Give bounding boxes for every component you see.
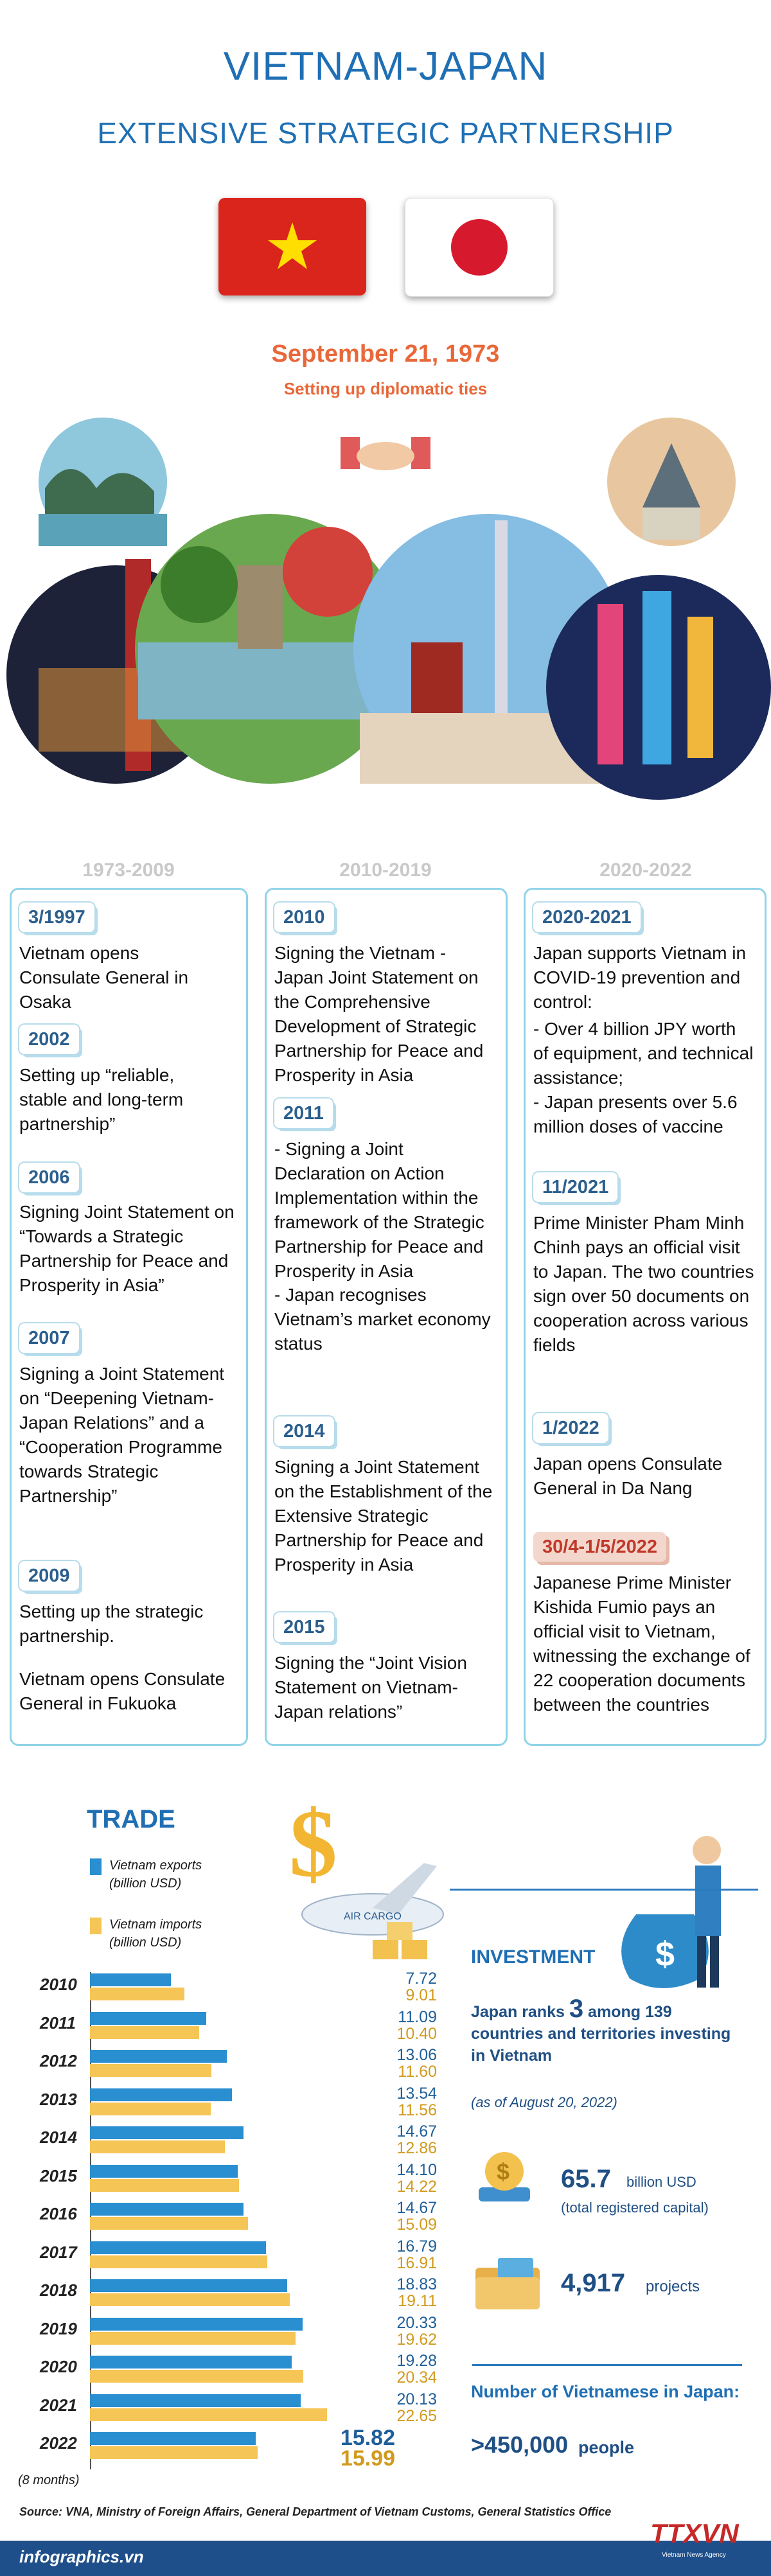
event-text: Japanese Prime Minister Kishida Fumio pays an official visit to Vietnam, witnessing the exchange of 22 cooperation documents between the countries	[533, 1573, 750, 1715]
vietnam-flag	[218, 198, 366, 296]
import-bar	[90, 2064, 211, 2077]
import-value-label: 16.91	[396, 2254, 437, 2272]
projects-value: 4,917	[561, 2269, 626, 2297]
legend-imports-unit: (billion USD)	[109, 1936, 182, 1950]
import-bar	[90, 2026, 199, 2039]
source-text: Source: VNA, Ministry of Foreign Affairs, General Department of Vietnam Customs, General Statistics Office	[19, 2505, 612, 2518]
year-label: 2012	[40, 2051, 77, 2070]
year-label: 2020	[40, 2357, 77, 2376]
year-label: 2022	[40, 2433, 77, 2453]
import-bar	[90, 2179, 239, 2192]
event-text: Japan supports Vietnam in COVID-19 prevention and control:	[533, 943, 747, 1012]
import-value-label: 12.86	[396, 2139, 437, 2157]
handshake-icon	[341, 437, 430, 470]
export-bar	[90, 2050, 227, 2063]
event-text: Signing the “Joint Vision Statement on Vietnam-Japan relations”	[274, 1653, 467, 1722]
rank-number: 3	[569, 1995, 584, 2023]
period-heading-3: 2020-2022	[599, 860, 692, 881]
event-text: Signing the Vietnam - Japan Joint Statement on the Comprehensive Development of Strategic Partnership for Peace and Prosperity in Asia	[274, 943, 484, 1085]
investment-asof: (as of August 20, 2022)	[471, 2094, 617, 2110]
people-divider	[472, 2364, 742, 2366]
timeline-column-1	[10, 888, 248, 1746]
import-bar	[90, 1988, 184, 2000]
import-value-label: 19.62	[396, 2330, 437, 2349]
japan-flag	[405, 198, 554, 297]
legend-exports-label: Vietnam exports	[109, 1858, 202, 1873]
export-bar	[90, 2165, 238, 2178]
event-text: Vietnam opens Consulate General in Osaka	[19, 943, 189, 1012]
export-bar	[90, 2012, 206, 2025]
export-value-label: 14.67	[396, 2199, 437, 2217]
event-tag: 2010	[274, 903, 334, 932]
export-value-label: 14.10	[396, 2160, 437, 2179]
air-cargo-illustration	[276, 1786, 450, 1972]
year-label: 2021	[40, 2395, 77, 2415]
import-value-label: 14.22	[396, 2177, 437, 2196]
event-tag: 2020-2021	[533, 903, 641, 932]
year-label: 2017	[40, 2242, 77, 2262]
event-tag-highlight: 30/4-1/5/2022	[533, 1532, 666, 1562]
event-text: Vietnam opens Consulate General in Fukuoka	[19, 1669, 226, 1713]
event-text: - Japan recognises Vietnam’s market economy status	[274, 1285, 491, 1354]
import-bar	[90, 2140, 225, 2153]
halong-bay-image	[39, 418, 167, 546]
ttxvn-logo	[636, 2518, 765, 2576]
page-title: VIETNAM-JAPAN	[223, 44, 548, 89]
year-label: 2013	[40, 2089, 77, 2109]
businessman-icon	[693, 1836, 721, 1864]
rank-text: Japan ranks	[471, 2003, 569, 2021]
people-label: Number of Vietnamese in Japan:	[471, 2382, 740, 2401]
event-text: Signing Joint Statement on “Towards a Strategic Partnership for Peace and Prosperity in Asia”	[19, 1202, 235, 1295]
legend-imports-label: Vietnam imports	[109, 1918, 202, 1932]
import-value-label: 15.09	[396, 2216, 437, 2234]
year-label: 2014	[40, 2128, 77, 2147]
export-bar	[90, 2318, 303, 2331]
capital-unit: billion USD	[626, 2174, 696, 2190]
year-label: 2019	[40, 2318, 77, 2338]
cargo-label: AIR CARGO	[344, 1911, 402, 1922]
import-bar	[90, 2217, 248, 2230]
year-label: 2016	[40, 2204, 77, 2223]
event-tag: 2014	[274, 1416, 334, 1446]
legend-exports-swatch	[90, 1858, 102, 1875]
import-bar	[90, 2370, 303, 2383]
timeline-column-2	[265, 888, 508, 1746]
import-bar	[90, 2103, 211, 2115]
import-value-label: 11.56	[398, 2101, 437, 2119]
import-value-label: 22.65	[396, 2406, 437, 2425]
export-value-label: 18.83	[396, 2275, 437, 2293]
import-value-label: 20.34	[396, 2369, 437, 2386]
event-text: Setting up “reliable, stable and long-term partnership”	[19, 1065, 184, 1134]
import-value-label: 9.01	[405, 1986, 437, 2004]
coin-icon	[472, 2142, 536, 2207]
capital-note: (total registered capital)	[561, 2200, 709, 2216]
import-value-label: 19.11	[398, 2292, 437, 2310]
milestone-caption: Setting up diplomatic ties	[283, 379, 488, 398]
investment-title: INVESTMENT	[471, 1946, 596, 1968]
import-bar	[90, 2255, 267, 2268]
export-bar	[90, 2432, 256, 2445]
event-tag: 2006	[19, 1163, 79, 1192]
year-label: 2015	[40, 2166, 77, 2185]
export-bar	[90, 2394, 301, 2407]
svg-text:$: $	[655, 1935, 675, 1973]
event-text: Japan opens Consulate General in Da Nang	[533, 1454, 723, 1498]
export-bar	[90, 1973, 171, 1986]
event-tag: 2002	[19, 1025, 79, 1054]
export-value-label: 11.09	[398, 2007, 437, 2026]
svg-text:$: $	[497, 2158, 510, 2185]
legend-exports	[109, 1857, 202, 1892]
export-bar	[90, 2241, 266, 2254]
event-tag: 2009	[19, 1561, 79, 1591]
capital-value: 65.7	[561, 2165, 611, 2193]
neon-street-image	[546, 575, 771, 800]
site-link[interactable]: infographics.vn	[19, 2547, 144, 2566]
investment-rank	[471, 1995, 741, 2067]
note-8-months: (8 months)	[18, 2473, 80, 2487]
import-value-label: 10.40	[396, 2024, 437, 2043]
legend-imports-swatch	[90, 1918, 102, 1934]
timeline-column-3	[524, 888, 767, 1746]
dollar-icon: $	[289, 1790, 337, 1897]
sun-disc-icon	[451, 219, 508, 276]
folder-icon	[472, 2248, 543, 2313]
export-value-label: 20.13	[396, 2390, 437, 2408]
export-bar	[90, 2279, 287, 2292]
event-text: Prime Minister Pham Minh Chinh pays an official visit to Japan. The two countries sign over 50 documents on cooperation across various fields	[533, 1213, 754, 1355]
export-bar	[90, 2356, 292, 2369]
star-icon	[268, 222, 317, 269]
event-text: - Signing a Joint Declaration on Action Implementation within the framework of the Strategic Partnership for Peace and Prosperity in Asia	[274, 1139, 484, 1281]
investment-divider	[450, 1889, 758, 1891]
export-bar	[90, 2088, 232, 2101]
period-heading-1: 1973-2009	[82, 860, 175, 881]
event-tag: 2015	[274, 1612, 334, 1642]
export-value-label: 13.06	[396, 2046, 437, 2064]
osaka-castle-image	[607, 418, 736, 546]
projects-unit: projects	[646, 2278, 700, 2295]
export-value-label: 15.82	[340, 2426, 395, 2450]
event-text: - Japan presents over 5.6 million doses of vaccine	[533, 1092, 738, 1136]
people-unit: people	[578, 2438, 635, 2457]
event-text: Signing a Joint Statement on the Establishment of the Extensive Strategic Partnership for Peace and Prosperity in Asia	[274, 1457, 493, 1575]
milestone-date: September 21, 1973	[271, 340, 500, 367]
export-bar	[90, 2126, 244, 2139]
event-tag: 3/1997	[19, 903, 94, 932]
export-value-label: 19.28	[396, 2352, 437, 2370]
export-value-label: 13.54	[396, 2084, 437, 2103]
legend-exports-unit: (billion USD)	[109, 1876, 182, 1891]
event-tag: 2011	[274, 1098, 333, 1128]
import-bar	[90, 2293, 290, 2306]
trade-chart	[0, 1972, 437, 2473]
import-value-label: 15.99	[340, 2446, 395, 2471]
event-text: Signing a Joint Statement on “Deepening Vietnam-Japan Relations” and a “Cooperation Programme towards Strategic Partnership”	[19, 1364, 225, 1506]
investment-illustration	[443, 1818, 765, 2004]
period-heading-2: 2010-2019	[339, 860, 432, 881]
legend-imports	[109, 1916, 202, 1952]
event-tag: 1/2022	[533, 1413, 608, 1443]
trade-title: TRADE	[87, 1805, 175, 1833]
export-value-label: 20.33	[396, 2313, 437, 2332]
page-subtitle: EXTENSIVE STRATEGIC PARTNERSHIP	[97, 116, 674, 150]
logo-subtitle: Vietnam News Agency	[662, 2552, 726, 2559]
year-label: 2018	[40, 2280, 77, 2300]
export-value-label: 14.67	[396, 2122, 437, 2140]
year-label: 2010	[40, 1975, 77, 1994]
logo-text: TTXVN	[650, 2518, 739, 2548]
event-tag: 11/2021	[533, 1172, 617, 1202]
import-value-label: 11.60	[398, 2063, 437, 2081]
rank-text-end: among 139 countries and territories investing in Vietnam	[471, 2003, 731, 2065]
year-label: 2011	[40, 2013, 76, 2033]
event-text: Setting up the strategic partnership.	[19, 1601, 204, 1646]
event-tag: 2007	[19, 1323, 79, 1353]
export-bar	[90, 2203, 244, 2216]
import-bar	[90, 2446, 258, 2459]
export-value-label: 7.72	[405, 1970, 437, 1988]
event-text: - Over 4 billion JPY worth of equipment, and technical assistance;	[533, 1019, 754, 1088]
export-value-label: 16.79	[396, 2237, 437, 2255]
people-value: >450,000	[471, 2431, 569, 2458]
photo-collage	[0, 411, 771, 854]
import-bar	[90, 2408, 327, 2421]
import-bar	[90, 2332, 296, 2345]
